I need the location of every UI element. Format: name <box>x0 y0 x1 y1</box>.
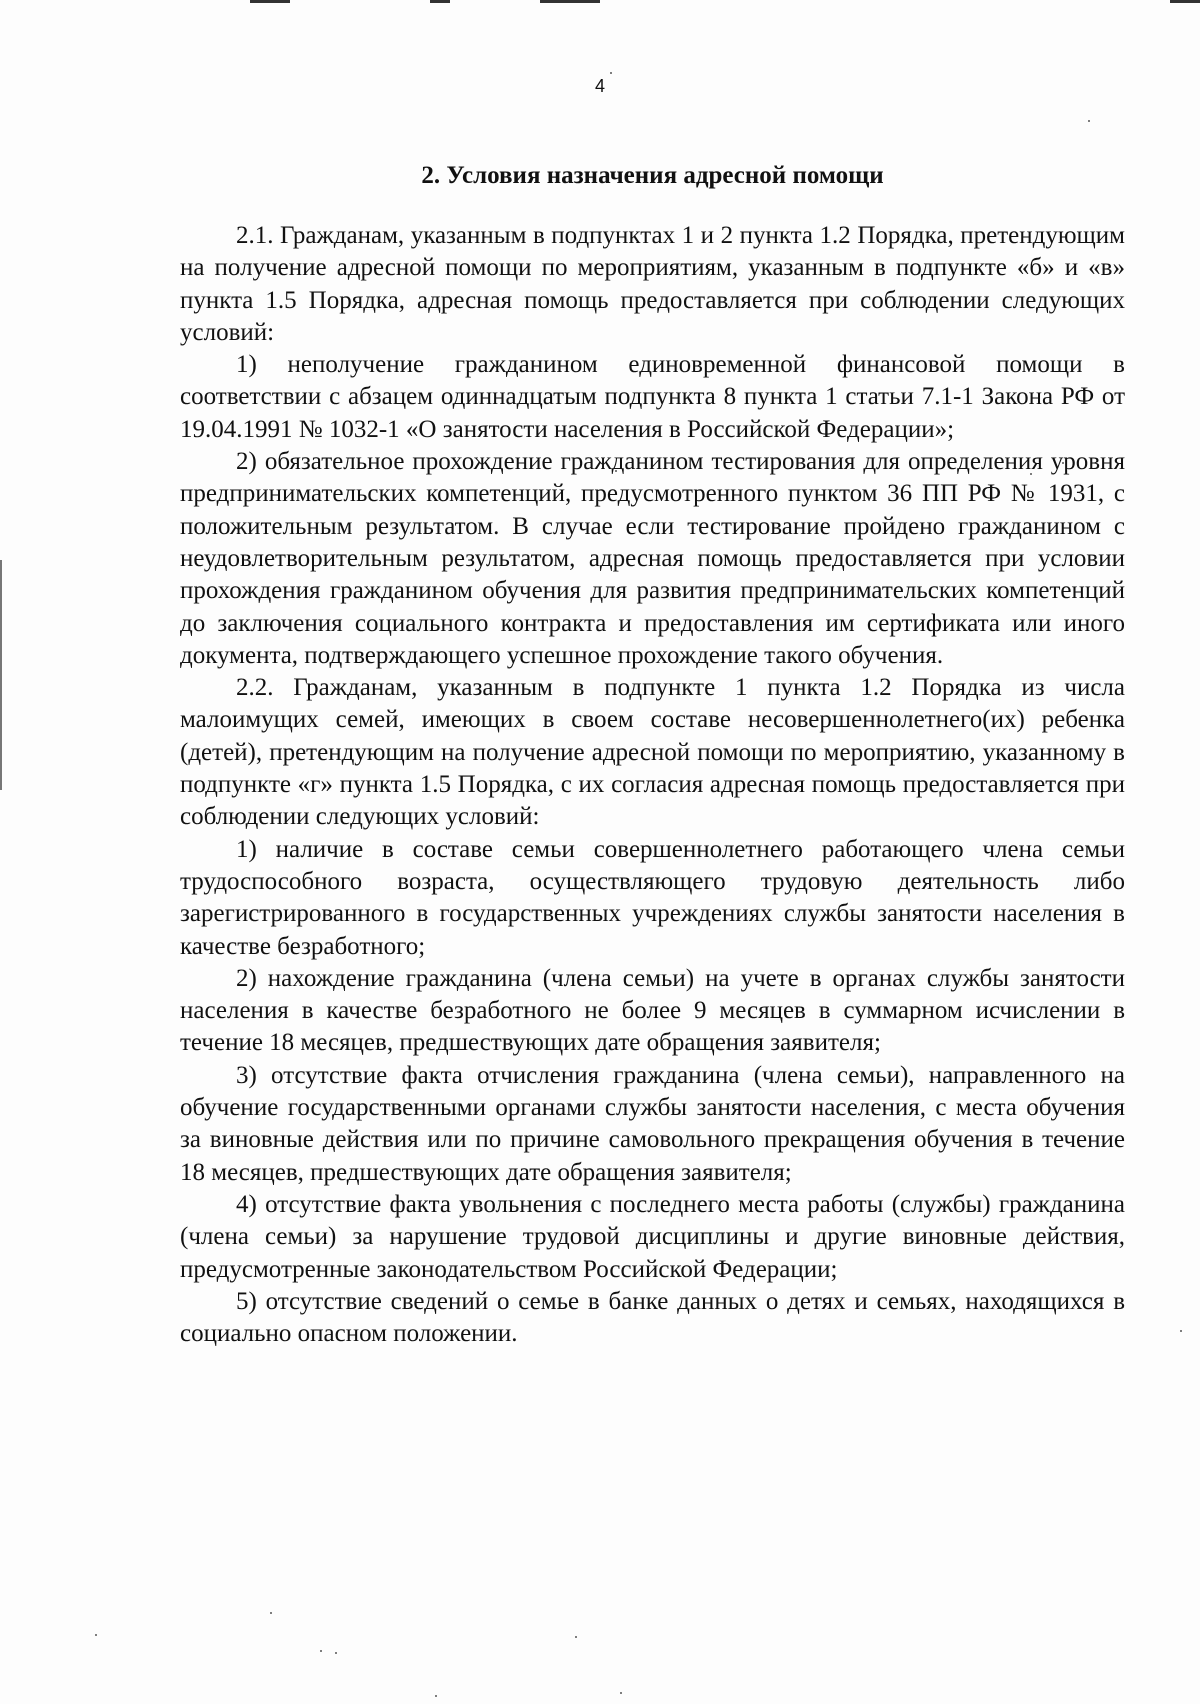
scan-artifact <box>430 0 450 3</box>
paragraph-2-2-item-3: 3) отсутствие факта отчисления гражданина (члена семьи), направленного на обучение государственными органами службы занятости населения, с места обучения за виновные действия или по причине самовольного прекращения обучения в течение 18 месяцев, предшествующих дате обращения заявителя; <box>180 1061 1125 1186</box>
scan-artifact <box>610 72 612 74</box>
scan-artifact <box>540 0 600 3</box>
paragraph-2-2-item-2: 2) нахождение гражданина (члена семьи) на учете в органах службы занятости населения в качестве безработного не более 9 месяцев в суммарном исчислении в течение 18 месяцев, предшествующих дате обращения заявителя; <box>180 964 1125 1057</box>
section-body <box>180 220 1125 1350</box>
scan-artifact <box>1088 120 1090 122</box>
paragraph-2-2: 2.2. Гражданам, указанным в подпункте 1 пункта 1.2 Порядка из числа малоимущих семей, имеющих в своем составе несовершеннолетнего(их) ребенка (детей), претендующим на получение адресной помощи по мероприятию, указанному в подпункте «г» пункта 1.5 Порядка, с их согласия адресная помощь предоставляется при соблюдении следующих условий: <box>180 674 1125 831</box>
paragraph-2-1-item-1: 1) неполучение гражданином единовременной финансовой помощи в соответствии с абзацем одиннадцатым подпункта 8 пункта 1 статьи 7.1-1 Закона РФ от 19.04.1991 № 1032-1 «О занятости населения в Российской Федерации»; <box>180 351 1125 443</box>
scan-artifact <box>575 1636 577 1638</box>
scan-artifact <box>620 1692 622 1694</box>
scan-artifact <box>335 1652 337 1654</box>
scan-artifact <box>0 560 2 790</box>
scan-artifact <box>320 1650 322 1652</box>
scan-artifact <box>1170 0 1200 3</box>
paragraph-2-1-item-2: 2) обязательное прохождение гражданином тестирования для определения уровня предпринимательских компетенций, предусмотренного пунктом 36 ПП РФ № 1931, с положительным результатом. В случае если тестирование пройдено гражданином с неудовлетворительным результатом, адресная помощь предоставляется при условии прохождения гражданином обучения для развития предпринимательских компетенций до заключения социального контракта и предоставления им сертификата или иного документа, подтверждающего успешное прохождение такого обучения. <box>180 448 1125 669</box>
scan-artifact <box>270 1612 272 1614</box>
scan-artifact <box>95 1634 97 1636</box>
scan-artifact <box>250 0 290 3</box>
section-title: 2. Условия назначения адресной помощи <box>421 162 884 189</box>
page-number: 4 <box>594 76 605 96</box>
paragraph-2-2-item-4: 4) отсутствие факта увольнения с последнего места работы (службы) гражданина (члена семьи) за нарушение трудовой дисциплины и другие виновные действия, предусмотренные законодательством Российской Федерации; <box>180 1190 1125 1283</box>
scan-artifact <box>1180 1330 1182 1332</box>
paragraph-2-1: 2.1. Гражданам, указанным в подпунктах 1 и 2 пункта 1.2 Порядка, претендующим на получение адресной помощи по мероприятиям, указанным в подпункте «б» и «в» пункта 1.5 Порядка, адресная помощь предоставляется при соблюдении следующих условий: <box>180 222 1125 346</box>
paragraph-2-2-item-5: 5) отсутствие сведений о семье в банке данных о детях и семьях, находящихся в социально опасном положении. <box>180 1287 1125 1348</box>
scan-artifact <box>435 1695 437 1697</box>
paragraph-2-2-item-1: 1) наличие в составе семьи совершеннолетнего работающего члена семьи трудоспособного возраста, осуществляющего трудовую деятельность либо зарегистрированного в государственных учреждениях службы занятости населения в качестве безработного; <box>180 835 1125 960</box>
